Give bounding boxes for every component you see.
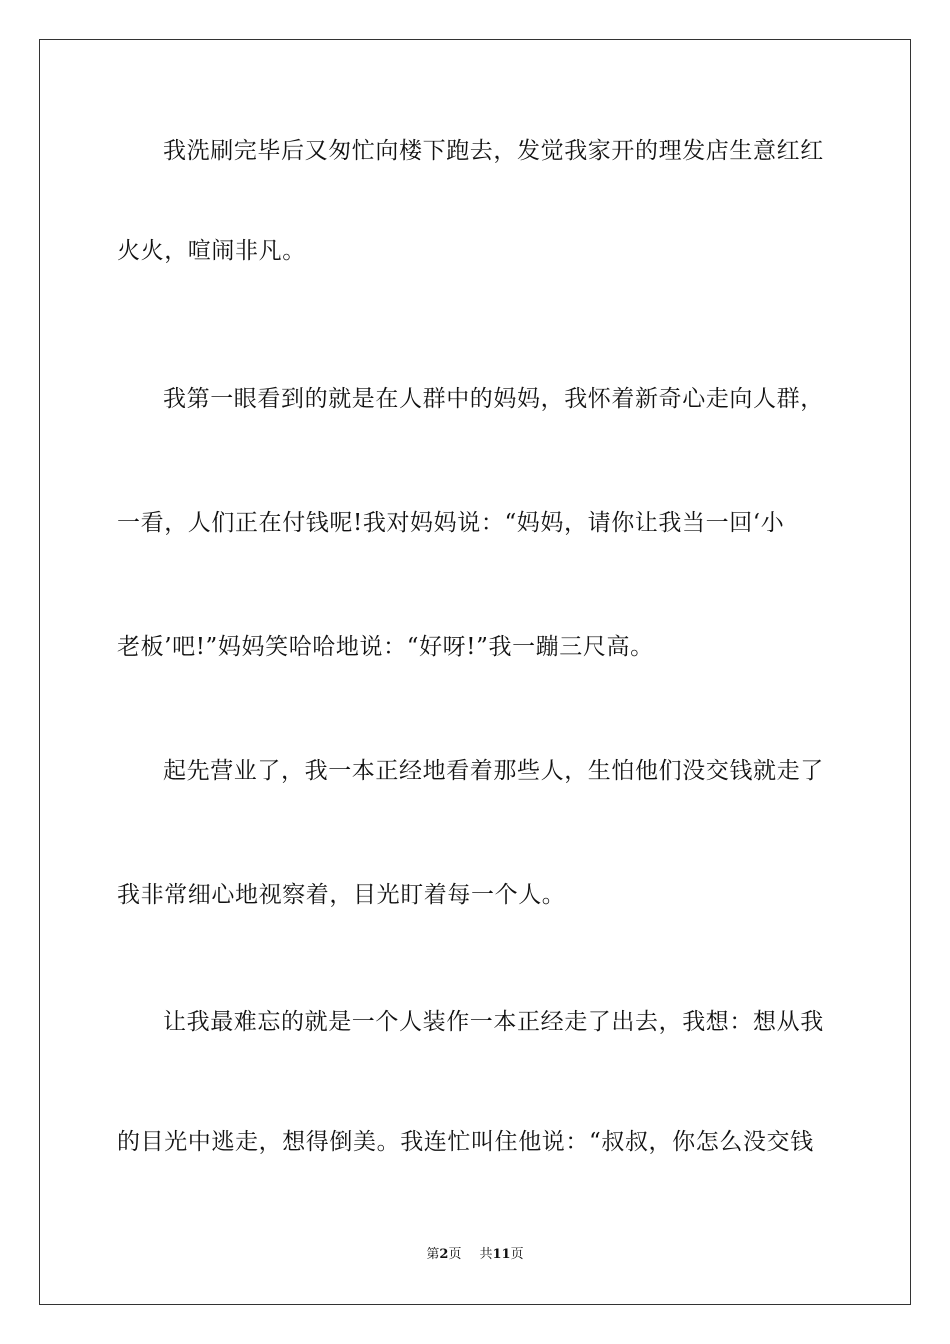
footer-page-number: 2 (439, 1247, 449, 1262)
paragraph-4-line-2: 的目光中逃走，想得倒美。我连忙叫住他说：“叔叔，你怎么没交钱 (117, 1129, 814, 1155)
page-border (39, 39, 911, 1305)
footer-total-pages: 11 (492, 1247, 511, 1262)
paragraph-2-line-3: 老板’吧!”妈妈笑哈哈地说：“好呀!”我一蹦三尺高。 (117, 634, 654, 660)
paragraph-1-line-1: 我洗刷完毕后又匆忙向楼下跑去，发觉我家开的理发店生意红红 (163, 138, 824, 164)
paragraph-4-line-1: 让我最难忘的就是一个人装作一本正经走了出去，我想：想从我 (163, 1009, 824, 1035)
paragraph-3-line-2: 我非常细心地视察着，目光盯着每一个人。 (117, 882, 566, 908)
footer-total-prefix: 共 (479, 1247, 493, 1262)
footer-total-suffix: 页 (510, 1247, 524, 1262)
paragraph-2-line-2: 一看，人们正在付钱呢!我对妈妈说：“妈妈，请你让我当一回‘小 (117, 510, 785, 536)
footer-page-suffix: 页 (448, 1247, 462, 1262)
footer-page-prefix: 第 (426, 1247, 440, 1262)
paragraph-2-line-1: 我第一眼看到的就是在人群中的妈妈，我怀着新奇心走向人群， (163, 386, 824, 412)
paragraph-1-line-2: 火火，喧闹非凡。 (117, 238, 306, 264)
page-footer (0, 1246, 950, 1264)
paragraph-3-line-1: 起先营业了，我一本正经地看着那些人，生怕他们没交钱就走了 (163, 758, 824, 784)
